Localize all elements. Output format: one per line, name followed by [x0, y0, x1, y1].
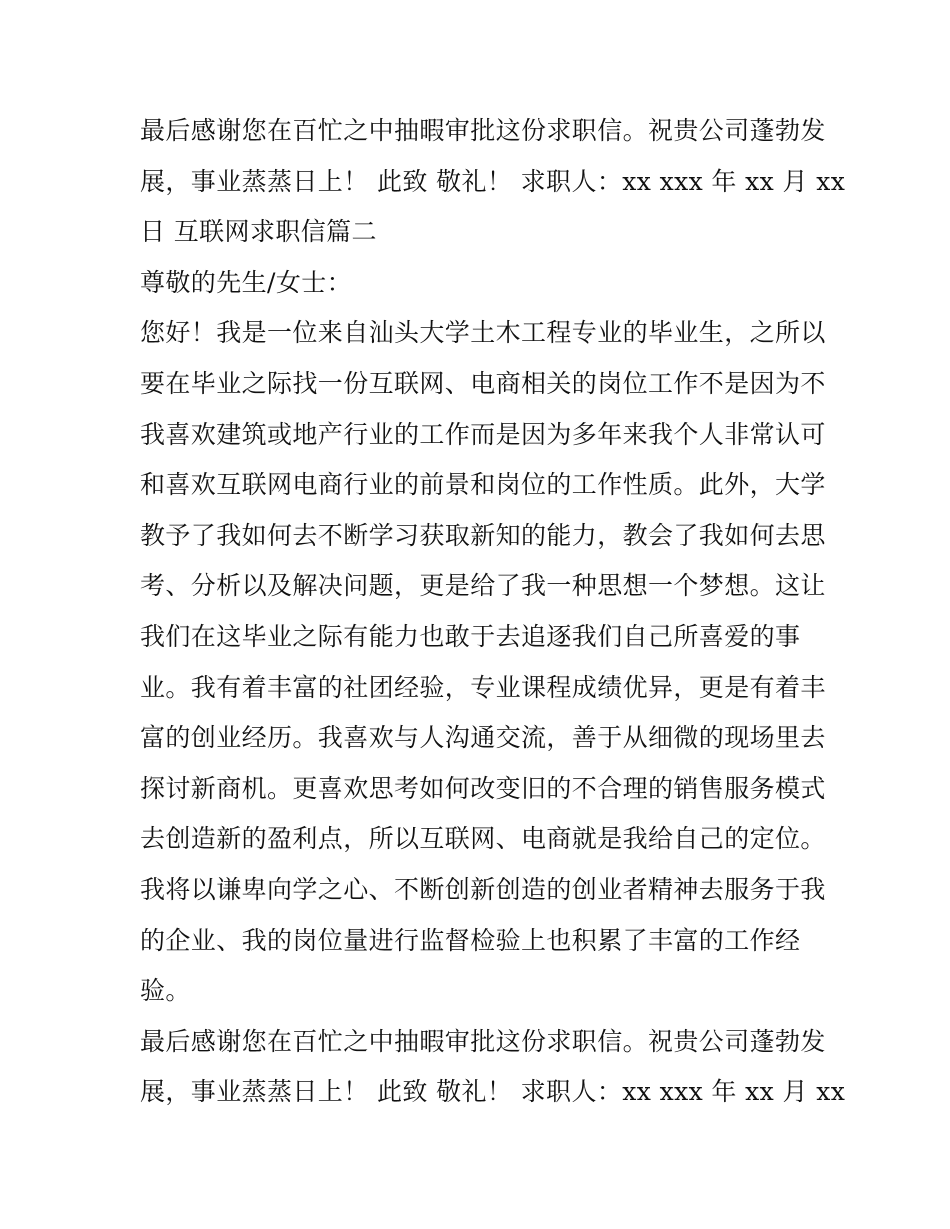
text-line: 教予了我如何去不断学习获取新知的能力，教会了我如何去思 [140, 520, 826, 550]
text-line: 业。我有着丰富的社团经验，专业课程成绩优异，更是有着丰 [140, 672, 826, 702]
text-line: 要在毕业之际找一份互联网、电商相关的岗位工作不是因为不 [140, 368, 826, 398]
salutation-line: 尊敬的先生/女士： [140, 267, 353, 297]
text-line: 我们在这毕业之际有能力也敢于去追逐我们自己所喜爱的事 [140, 621, 801, 651]
text-line: 您好！我是一位来自汕头大学土木工程专业的毕业生，之所以 [140, 318, 826, 348]
text-line: 最后感谢您在百忙之中抽暇审批这份求职信。祝贵公司蓬勃发 [140, 1026, 826, 1056]
text-line: 我喜欢建筑或地产行业的工作而是因为多年来我个人非常认可 [140, 419, 826, 449]
text-line: 展，事业蒸蒸日上！ 此致 敬礼！ 求职人：xx xxx 年 xx 月 xx [140, 166, 846, 196]
text-line: 探讨新商机。更喜欢思考如何改变旧的不合理的销售服务模式 [140, 773, 826, 803]
document-body [140, 106, 846, 1118]
text-line: 验。 [140, 976, 191, 1006]
text-line: 展，事业蒸蒸日上！ 此致 敬礼！ 求职人：xx xxx 年 xx 月 xx [140, 1077, 846, 1107]
text-line: 考、分析以及解决问题，更是给了我一种思想一个梦想。这让 [140, 571, 826, 601]
text-line: 的企业、我的岗位量进行监督检验上也积累了丰富的工作经 [140, 925, 801, 955]
text-line: 我将以谦卑向学之心、不断创新创造的创业者精神去服务于我 [140, 874, 826, 904]
text-line: 去创造新的盈利点，所以互联网、电商就是我给自己的定位。 [140, 824, 826, 854]
text-line: 富的创业经历。我喜欢与人沟通交流，善于从细微的现场里去 [140, 723, 826, 753]
text-line: 和喜欢互联网电商行业的前景和岗位的工作性质。此外，大学 [140, 470, 826, 500]
text-line: 最后感谢您在百忙之中抽暇审批这份求职信。祝贵公司蓬勃发 [140, 116, 826, 145]
section-heading-line: 日 互联网求职信篇二 [140, 217, 377, 247]
